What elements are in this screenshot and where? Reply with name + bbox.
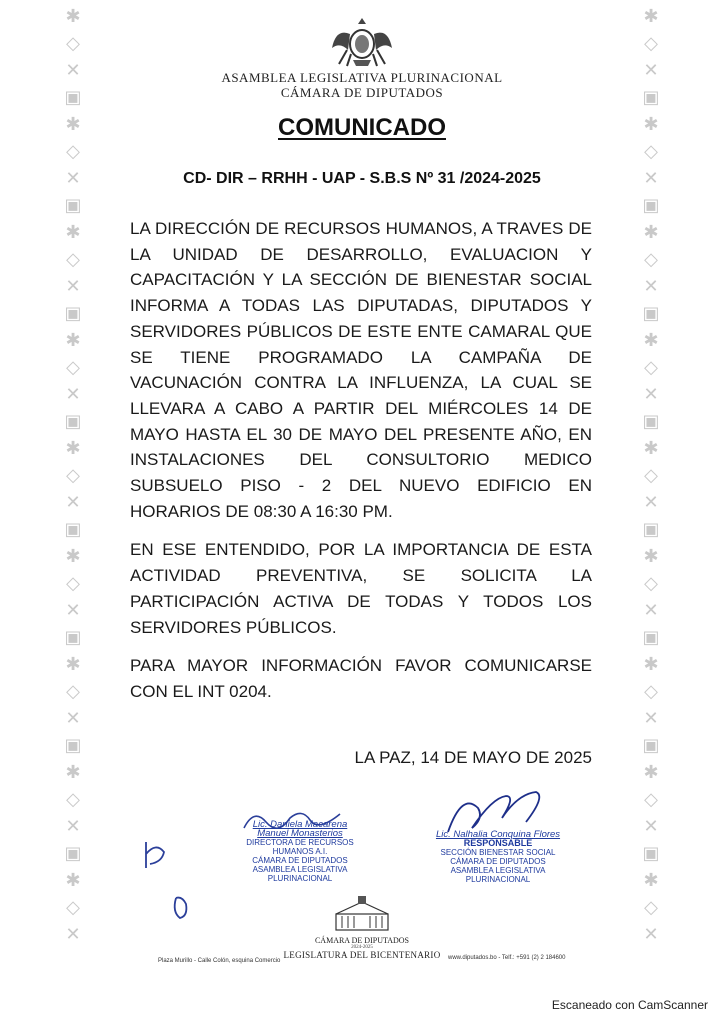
scanner-watermark: Escaneado con CamScanner xyxy=(551,998,708,1012)
footer-address: Plaza Murillo - Calle Colón, esquina Comercio xyxy=(158,958,281,964)
stamp-social-welfare-section: SECCIÓN BIENESTAR SOCIAL xyxy=(440,848,556,857)
stamp-director-assembly: ASAMBLEA LEGISLATIVA PLURINACIONAL xyxy=(252,865,348,883)
handwritten-initial-1 xyxy=(140,836,170,872)
document-title: COMUNICADO xyxy=(278,114,446,141)
stamp-director-role: DIRECTORA DE RECURSOS HUMANOS A.I. xyxy=(246,838,354,856)
stamp-social-welfare xyxy=(432,830,564,884)
paragraph-request: EN ESE ENTENDIDO, POR LA IMPORTANCIA DE ESTA ACTIVIDAD PREVENTIVA, SE SOLICITA LA PARTICIPACIÓN ACTIVA DE TODAS Y TODOS LOS SERVIDORES PÚBLICOS. xyxy=(130,540,592,637)
left-border-pattern: ✱ ◇ ✕ ▣ ✱ ◇ ✕ ▣ ✱ ◇ ✕ ▣ ✱ ◇ ✕ ▣ ✱ ◇ ✕ ▣ ✱ ◇ ✕ ▣ ✱ ◇ ✕ ▣ ✱ ◇ ✕ ▣ ✱ ◇ ✕ xyxy=(64,8,82,945)
date-line: LA PAZ, 14 DE MAYO DE 2025 xyxy=(354,748,592,767)
footer-contact: www.diputados.bo - Telf.: +591 (2) 2 184600 xyxy=(448,955,566,961)
chamber-name: CÁMARA DE DIPUTADOS xyxy=(280,85,444,100)
stamp-social-welfare-assembly: ASAMBLEA LEGISLATIVA PLURINACIONAL xyxy=(450,866,546,884)
footer-legislature: LEGISLATURA DEL BICENTENARIO xyxy=(283,950,441,960)
footer-years: 2024-2025 xyxy=(351,945,373,950)
stamp-social-welfare-chamber: CÁMARA DE DIPUTADOS xyxy=(450,857,546,866)
reference-code: CD- DIR – RRHH - UAP - S.B.S Nº 31 /2024-2025 xyxy=(183,170,541,187)
institution-name: ASAMBLEA LEGISLATIVA PLURINACIONAL xyxy=(221,70,503,85)
footer-emblem-block xyxy=(262,896,462,960)
letterhead xyxy=(0,14,724,100)
stamp-director xyxy=(236,820,364,883)
building-icon xyxy=(332,896,392,932)
coat-of-arms-icon xyxy=(327,14,397,70)
stamp-director-name: Lic. Daniela Macarena Manuel Monasterios xyxy=(252,819,348,839)
paragraph-contact: PARA MAYOR INFORMACIÓN FAVOR COMUNICARSE CON EL INT 0204. xyxy=(130,656,592,701)
right-border-pattern: ✱ ◇ ✕ ▣ ✱ ◇ ✕ ▣ ✱ ◇ ✕ ▣ ✱ ◇ ✕ ▣ ✱ ◇ ✕ ▣ ✱ ◇ ✕ ▣ ✱ ◇ ✕ ▣ ✱ ◇ ✕ ▣ ✱ ◇ ✕ xyxy=(642,8,660,945)
footer-chamber: CÁMARA DE DIPUTADOS xyxy=(314,936,410,945)
stamp-director-chamber: CÁMARA DE DIPUTADOS xyxy=(252,856,348,865)
handwritten-initial-2 xyxy=(168,894,194,922)
paragraph-announcement: LA DIRECCIÓN DE RECURSOS HUMANOS, A TRAVES DE LA UNIDAD DE DESARROLLO, EVALUACION Y CAPACITACIÓN Y LA SECCIÓN DE BIENESTAR SOCIAL INFORMA A TODAS LAS DIPUTADAS, DIPUTADOS Y SERVIDORES PÚBLICOS DE ESTE ENTE CAMARAL QUE SE TIENE PROGRAMADO LA CAMPAÑA DE VACUNACIÓN CONTRA LA INFLUENZA, LA CUAL SE LLEVARA A CABO A PARTIR DEL MIÉRCOLES 14 DE MAYO HASTA EL 30 DE MAYO DEL PRESENTE AÑO, EN INSTALACIONES DEL CONSULTORIO MEDICO SUBSUELO PISO - 2 DEL NUEVO EDIFICIO EN HORARIOS DE 08:30 A 16:30 PM. xyxy=(130,219,592,521)
document-body xyxy=(130,216,592,718)
stamp-social-welfare-name: Lic. Nalhalia Conquina Flores xyxy=(435,829,561,840)
stamp-social-welfare-role: RESPONSABLE xyxy=(463,838,533,848)
